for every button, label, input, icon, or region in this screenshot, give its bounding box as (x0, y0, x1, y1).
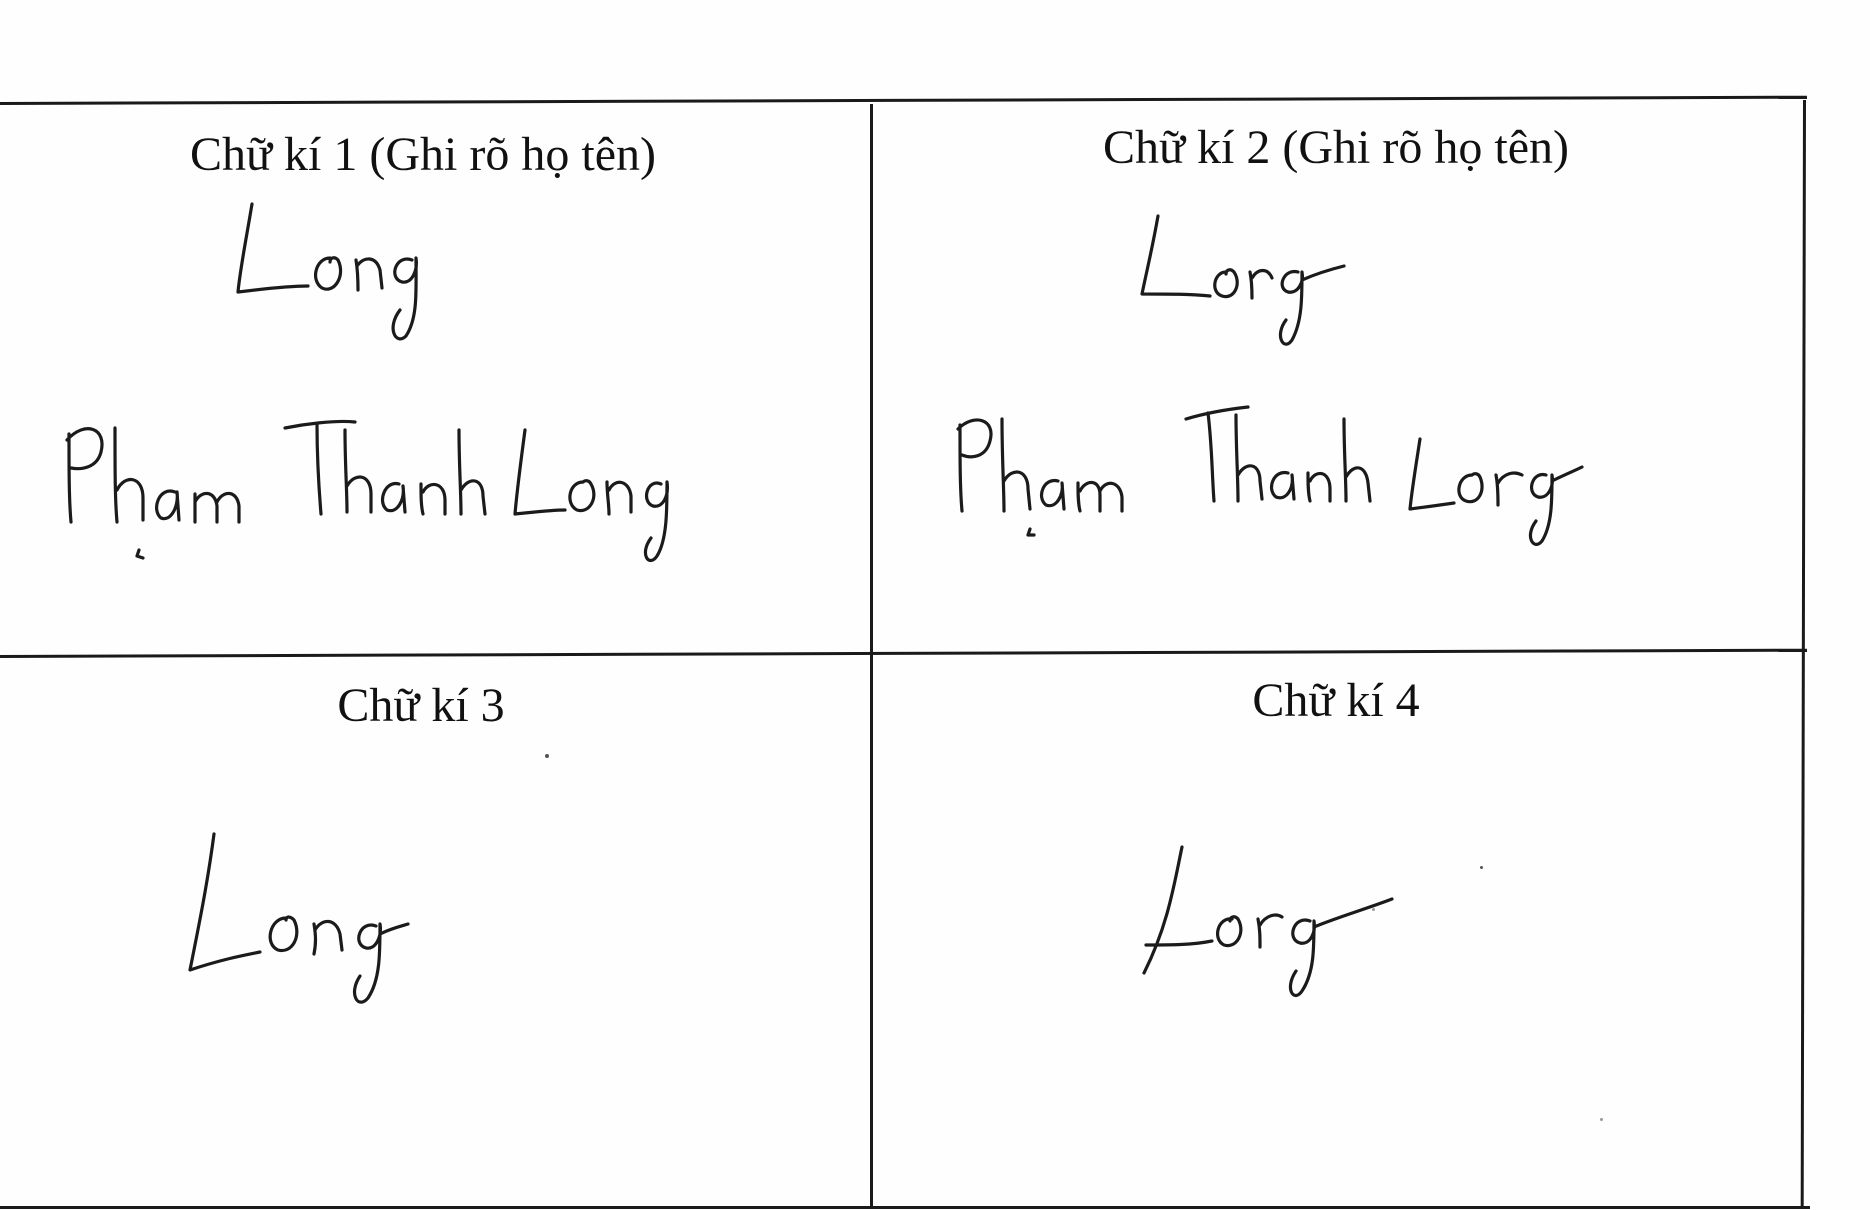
cell-1-signature-short (230, 200, 430, 350)
cell-4-heading: Chữ kí 4 (1252, 674, 1420, 727)
table-bottom-border (0, 1206, 1810, 1209)
table-right-border (1801, 100, 1806, 1206)
cell-1-heading: Chữ kí 1 (Ghi rõ họ tên) (190, 128, 656, 181)
cell-3-signature-short (180, 830, 420, 1020)
cell-2-signature-short (1130, 210, 1350, 360)
scan-speck (1600, 1118, 1603, 1121)
table-middle-border (0, 649, 1807, 658)
cell-3-heading: Chữ kí 3 (337, 679, 505, 732)
scan-speck (545, 754, 549, 758)
table-top-border (0, 96, 1807, 105)
cell-2-heading: Chữ kí 2 (Ghi rõ họ tên) (1103, 121, 1569, 174)
cell-4-signature-short (1130, 845, 1400, 1015)
cell-2-signature-full (950, 405, 1590, 555)
table-center-divider (870, 104, 873, 1208)
cell-1-signature-full (55, 410, 715, 580)
scan-speck (1372, 908, 1375, 911)
scan-speck (1480, 866, 1483, 869)
